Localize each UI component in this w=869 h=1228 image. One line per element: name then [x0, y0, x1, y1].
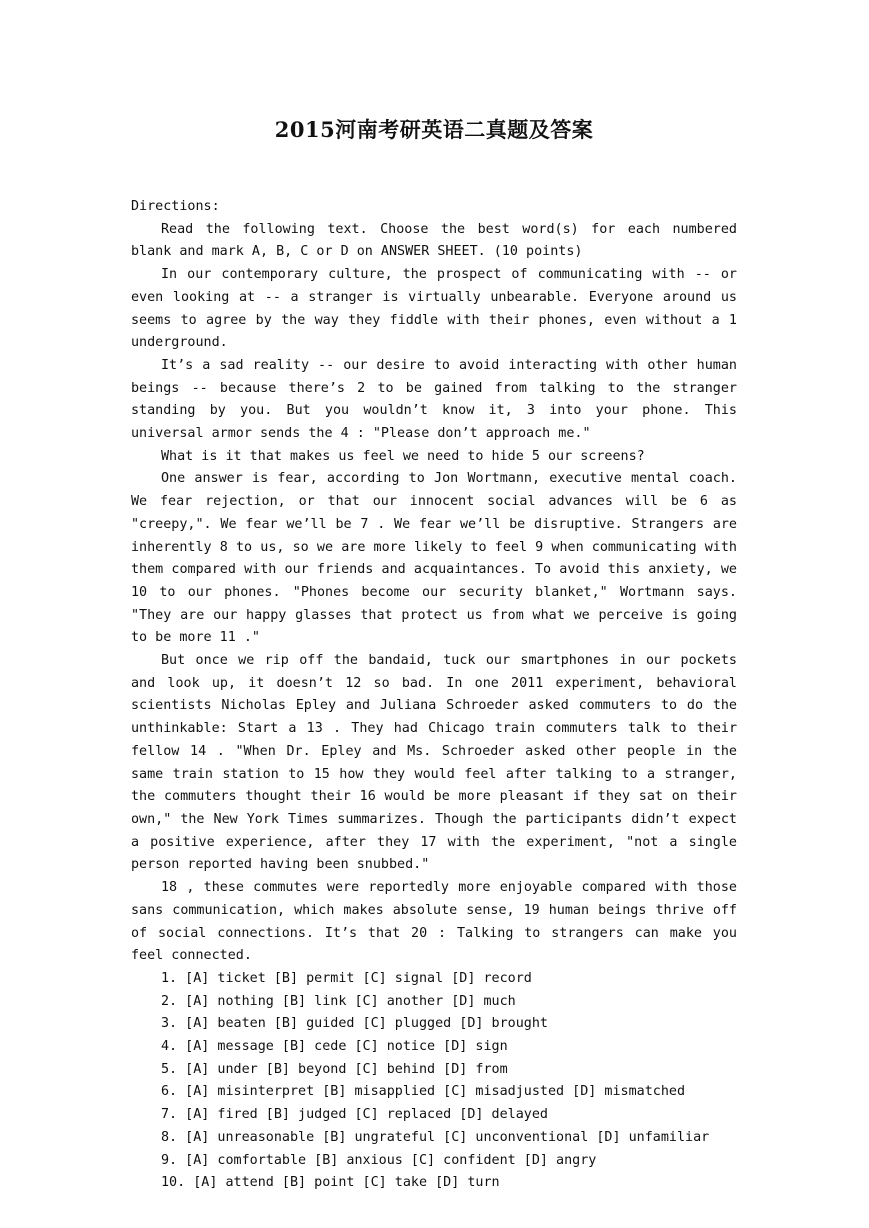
question-option-line: 4. [A] message [B] cede [C] notice [D] sign [161, 1039, 508, 1055]
question-option-line: 9. [A] comfortable [B] anxious [C] confident [D] angry [161, 1152, 597, 1168]
question-option-line: 3. [A] beaten [B] guided [C] plugged [D] brought [161, 1016, 548, 1032]
question-option-line: 2. [A] nothing [B] link [C] another [D] much [161, 993, 516, 1009]
document-title: 2015河南考研英语二真题及答案 [274, 117, 594, 142]
paragraph-1: In our contemporary culture, the prospect of communicating with -- or even looking at -- a stranger is virtually unbearable. Everyone around us seems to agree by the way they fiddle with their phones, even without a 1 underground. [131, 267, 737, 351]
paragraph-2: It’s a sad reality -- our desire to avoid interacting with other human beings -- because there’s 2 to be gained from talking to the stranger standing by you. But you wouldn’t know it, 3 into your phone. This universal armor sends the 4 : "Please don’t approach me." [131, 357, 737, 442]
paragraph-6: 18 , these commutes were reportedly more enjoyable compared with those sans communication, which makes absolute sense, 19 human beings thrive off of social connections. It’s that 20 : Talking to strangers can make you feel connected. [131, 880, 737, 964]
paragraph-3: What is it that makes us feel we need to hide 5 our screens? [161, 448, 645, 464]
question-option-line: 7. [A] fired [B] judged [C] replaced [D] delayed [161, 1107, 548, 1123]
question-option-line: 8. [A] unreasonable [B] ungrateful [C] unconventional [D] unfamiliar [161, 1129, 710, 1145]
question-option-line: 10. [A] attend [B] point [C] take [D] turn [161, 1175, 500, 1191]
paragraph-5: But once we rip off the bandaid, tuck our smartphones in our pockets and look up, it doesn’t 12 so bad. In one 2011 experiment, behavioral scientists Nicholas Epley and Juliana Schroeder asked commuters to do the unthinkable: Start a 13 . They had Chicago train commuters talk to their fellow 14 . "When Dr. Epley and Ms. Schroeder asked other people in the same train station to 15 how they would feel after talking to a stranger, the commuters thought their 16 would be more pleasant if they sat on their own," the New York Times summarizes. Though the participants didn’t expect a positive experience, after they 17 with the experiment, "not a single person reported having been snubbed." [131, 653, 737, 873]
document-body [131, 196, 737, 1195]
question-option-line: 6. [A] misinterpret [B] misapplied [C] misadjusted [D] mismatched [161, 1084, 686, 1100]
directions-label: Directions: [131, 199, 220, 214]
paragraph-instructions: Read the following text. Choose the best word(s) for each numbered blank and mark A, B, C or D on ANSWER SHEET. (10 points) [131, 221, 737, 260]
question-option-line: 5. [A] under [B] beyond [C] behind [D] from [161, 1061, 508, 1077]
paragraph-4: One answer is fear, according to Jon Wortmann, executive mental coach. We fear rejection, or that our innocent social advances will be 6 as "creepy,". We fear we’ll be 7 . We fear we’ll be disruptive. Strangers are inherently 8 to us, so we are more likely to feel 9 when communicating with them compared with our friends and acquaintances. To avoid this anxiety, we 10 to our phones. "Phones become our security blanket," Wortmann says. "They are our happy glasses that protect us from what we perceive is going to be more 11 ." [131, 471, 737, 646]
question-option-line: 1. [A] ticket [B] permit [C] signal [D] record [161, 970, 532, 986]
